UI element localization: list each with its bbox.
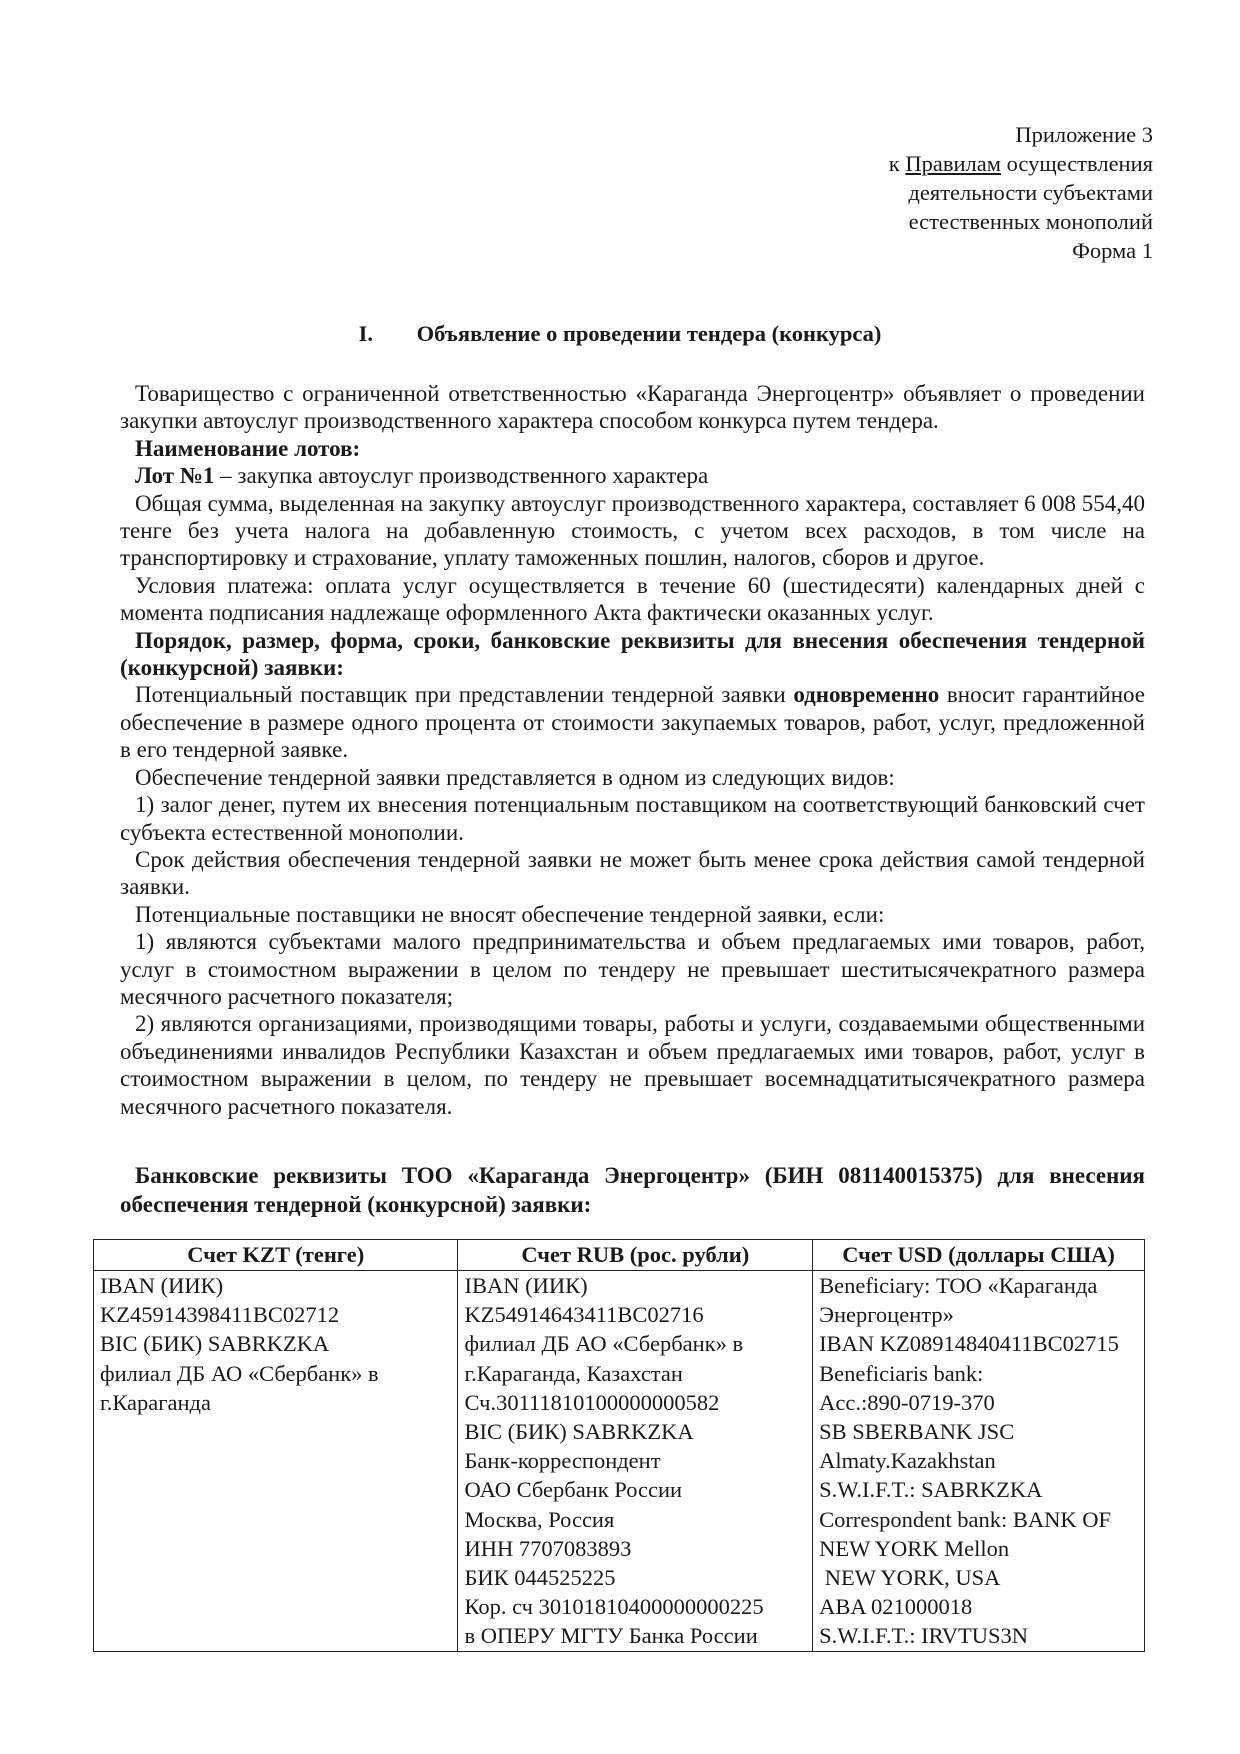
appendix-line: Приложение 3 xyxy=(1015,122,1153,147)
rub-line: г.Караганда, Казахстан xyxy=(464,1360,683,1386)
usd-line: SB SBERBANK JSC xyxy=(819,1419,1015,1445)
rub-line: Сч.30111810100000000582 xyxy=(464,1389,720,1415)
rub-line: БИК 044525225 xyxy=(464,1565,616,1591)
exempt2-paragraph: 2) являются организациями, производящими товары, работы и услуги, создаваемыми общественными объединениями инвалидов Республики Казахстан и объем предлагаемых ими товаров, работ, услуг в стоимостном выражении в целом, по тендеру не превышает восемнадцатитысячекратного размера месячного расчетного показателя. xyxy=(120,1011,1145,1119)
forms-paragraph: Обеспечение тендерной заявки представляется в одном из следующих видов: xyxy=(135,764,895,790)
usd-line: ABA 021000018 xyxy=(819,1594,973,1620)
exempt-paragraph: Потенциальные поставщики не вносят обеспечение тендерной заявки, если: xyxy=(135,901,885,927)
usd-line: Энергоцентр» xyxy=(819,1302,954,1328)
appendix-line: деятельности субъектами xyxy=(908,180,1153,205)
usd-line: Correspondent bank: BANK OF xyxy=(819,1506,1111,1532)
security-paragraph xyxy=(120,681,1145,763)
appendix-header xyxy=(889,120,1153,265)
bank-details-title: Банковские реквизиты ТОО «Караганда Энергоцентр» (БИН 081140015375) для внесения обеспечения тендерной (конкурсной) заявки: xyxy=(120,1163,1145,1217)
lot1-text: – закупка автоуслуг производственного характера xyxy=(214,463,709,489)
usd-line: S.W.I.F.T.: IRVTUS3N xyxy=(819,1623,1029,1649)
rub-cell xyxy=(458,1271,813,1652)
rub-line: Москва, Россия xyxy=(464,1506,615,1532)
usd-cell xyxy=(813,1271,1145,1652)
security-text-b: вносит гарантийное обеспечение в размере одного процента от стоимости закупаемых товаров, работ, услуг, предложенной в его тендерной заявке. xyxy=(120,682,1146,763)
header-kzt: Счет KZT (тенге) xyxy=(94,1240,458,1271)
rules-link[interactable]: Правилам xyxy=(905,151,1001,176)
kzt-line: BIC (БИК) SABRKZKA xyxy=(100,1331,330,1357)
appendix-suffix: осуществления xyxy=(1000,151,1153,176)
lots-heading: Наименование лотов: xyxy=(135,435,361,461)
section-heading: Объявление о проведении тендера (конкурса) xyxy=(416,321,882,346)
rub-line: BIC (БИК) SABRKZKA xyxy=(464,1419,694,1445)
exempt1-paragraph: 1) являются субъектами малого предпринимательства и объем предлагаемых ими товаров, работ, услуг в стоимостном выражении в целом по тендеру не превышает шеститысячекратного размера месячного расчетного показателя; xyxy=(120,929,1145,1009)
announcement-body xyxy=(120,380,1145,1120)
appendix-line: естественных монополий xyxy=(908,209,1153,234)
security-emphasis: одновременно xyxy=(793,682,940,708)
rub-line: ИНН 7707083893 xyxy=(464,1535,632,1561)
security-heading: Порядок, размер, форма, сроки, банковские реквизиты для внесения обеспечения тендерной (конкурсной) заявки: xyxy=(120,627,1145,681)
rub-line: KZ54914643411BC02716 xyxy=(464,1302,704,1328)
table-row xyxy=(94,1271,1145,1652)
rub-line: филиал ДБ АО «Сбербанк» в xyxy=(464,1331,744,1357)
total-paragraph: Общая сумма, выделенная на закупку автоуслуг производственного характера, составляет 6 008 554,40 тенге без учета налога на добавленную стоимость, с учетом всех расходов, в том числе на транспортировку и страхование, уплату таможенных пошлин, налогов, сборов и другое. xyxy=(120,490,1145,571)
rub-line: Кор. сч 30101810400000000225 xyxy=(464,1594,764,1620)
kzt-line: г.Караганда xyxy=(100,1389,211,1415)
term-paragraph: Срок действия обеспечения тендерной заявки не может быть менее срока действия самой тендерной заявки. xyxy=(120,846,1145,900)
rub-line: в ОПЕРУ МГТУ Банка России xyxy=(464,1623,758,1649)
kzt-line: IBAN (ИИК) xyxy=(100,1273,224,1298)
header-usd: Счет USD (доллары США) xyxy=(813,1240,1145,1271)
appendix-prefix: к xyxy=(888,151,906,176)
payment-paragraph: Условия платежа: оплата услуг осуществляется в течение 60 (шестидесяти) календарных дней с момента подписания надлежаще оформленного Акта фактически оказанных услуг. xyxy=(120,572,1145,626)
usd-line: Acc.:890-0719-370 xyxy=(819,1389,995,1415)
table-header-row xyxy=(94,1240,1145,1271)
intro-paragraph: Товарищество с ограниченной ответственностью «Караганда Энергоцентр» объявляет о проведении закупки автоуслуг производственного характера способом конкурса путем тендера. xyxy=(120,381,1145,434)
form1-paragraph: 1) залог денег, путем их внесения потенциальным поставщиком на соответствующий банковский счет субъекта естественной монополии. xyxy=(120,792,1145,845)
header-rub: Счет RUB (рос. рубли) xyxy=(458,1240,813,1271)
rub-line: Банк-корреспондент xyxy=(464,1448,661,1474)
usd-line: Beneficiary: ТОО «Караганда xyxy=(819,1273,1098,1298)
section-number: I. xyxy=(358,321,373,346)
appendix-line xyxy=(889,149,1153,178)
security-text-a: Потенциальный поставщик при представлении тендерной заявки xyxy=(135,682,794,708)
lot1-label: Лот №1 xyxy=(135,463,215,489)
bank-details-table xyxy=(93,1239,1145,1652)
usd-line: S.W.I.F.T.: SABRKZKA xyxy=(819,1477,1043,1503)
rub-line: IBAN (ИИК) xyxy=(464,1273,588,1298)
usd-line: IBAN KZ08914840411BC02715 xyxy=(819,1331,1119,1357)
usd-line: NEW YORK Mellon xyxy=(819,1535,1010,1561)
usd-line: NEW YORK, USA xyxy=(819,1565,1001,1591)
lot1-paragraph xyxy=(120,462,1145,489)
kzt-line: KZ45914398411BC02712 xyxy=(100,1302,340,1328)
kzt-cell xyxy=(94,1271,458,1652)
usd-line: Beneficiaris bank: xyxy=(819,1360,984,1386)
usd-line: Almaty.Kazakhstan xyxy=(819,1448,996,1474)
rub-line: ОАО Сбербанк России xyxy=(464,1477,683,1503)
kzt-line: филиал ДБ АО «Сбербанк» в xyxy=(100,1360,379,1386)
section-title xyxy=(0,321,1240,347)
form-number: Форма 1 xyxy=(1072,238,1153,263)
